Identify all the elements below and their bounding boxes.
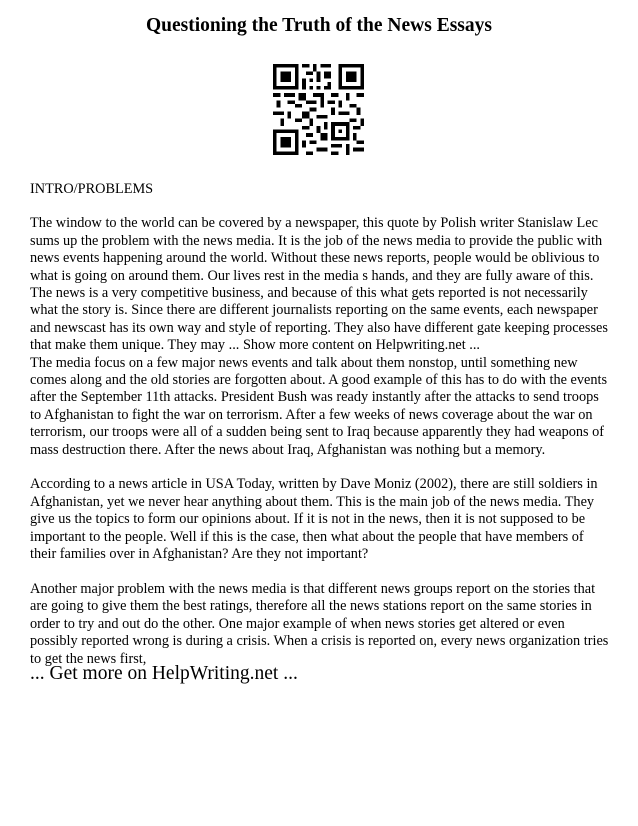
paragraph: The media focus on a few major news events and talk about them nonstop, until something new comes along and the old stories are forgotten about. A good example of this has to do with the events after the September 11th attacks. President Bush was ready instantly after the attacks to send troops to Afghanistan to fight the war on terrorism. After a few weeks of news coverage about the war on terrorism, our troops were all of a sudden being sent to Iraq because apparently they had weapons of mass destruction there. After the news about Iraq, Afghanistan was nothing but a memory. [30, 354, 608, 458]
paragraph: According to a news article in USA Today, written by Dave Moniz (2002), there are still soldiers in Afghanistan, yet we never hear anything about them. This is the main job of the news media. They give us the topics to form our opinions about. If it is not in the news, then it is not supposed to be important to the people. Well if this is the case, then what about the people that have members of their families over in Afghanistan? Are they not important? [30, 476, 598, 563]
document-body [30, 181, 610, 668]
paragraph: The window to the world can be covered by a newspaper, this quote by Polish writer Stanislaw Lec sums up the problem with the news media. It is the job of the news media to provide the public with news events happening around the world. Without these news reports, people would be oblivious to what is going on around them. Our lives rest in the media s hands, and they are fully aware of this. The news is a very competitive business, and because of this what gets reported is not necessarily what the story is. Since there are different journalists reporting on the same events, each newspaper and newscast has its own way and style of reporting. They also have different gate keeping processes that make them unique. They may ... Show more content on Helpwriting.net ... [30, 215, 608, 354]
document-title: Questioning the Truth of the News Essays [146, 15, 492, 36]
paragraph: Another major problem with the news media is that different news groups report on the stories that are going to give them the best ratings, therefore all the news stations report on the same stories in order to try and out do the other. One major example of when news stories get altered or even possibly reported wrong is during a crisis. When a crisis is reported on, every news organization tries to get the news first, [30, 580, 609, 667]
get-more-link[interactable]: ... Get more on HelpWriting.net ... [30, 663, 298, 684]
qr-code-icon [273, 64, 364, 155]
section-heading: INTRO/PROBLEMS [30, 181, 154, 197]
